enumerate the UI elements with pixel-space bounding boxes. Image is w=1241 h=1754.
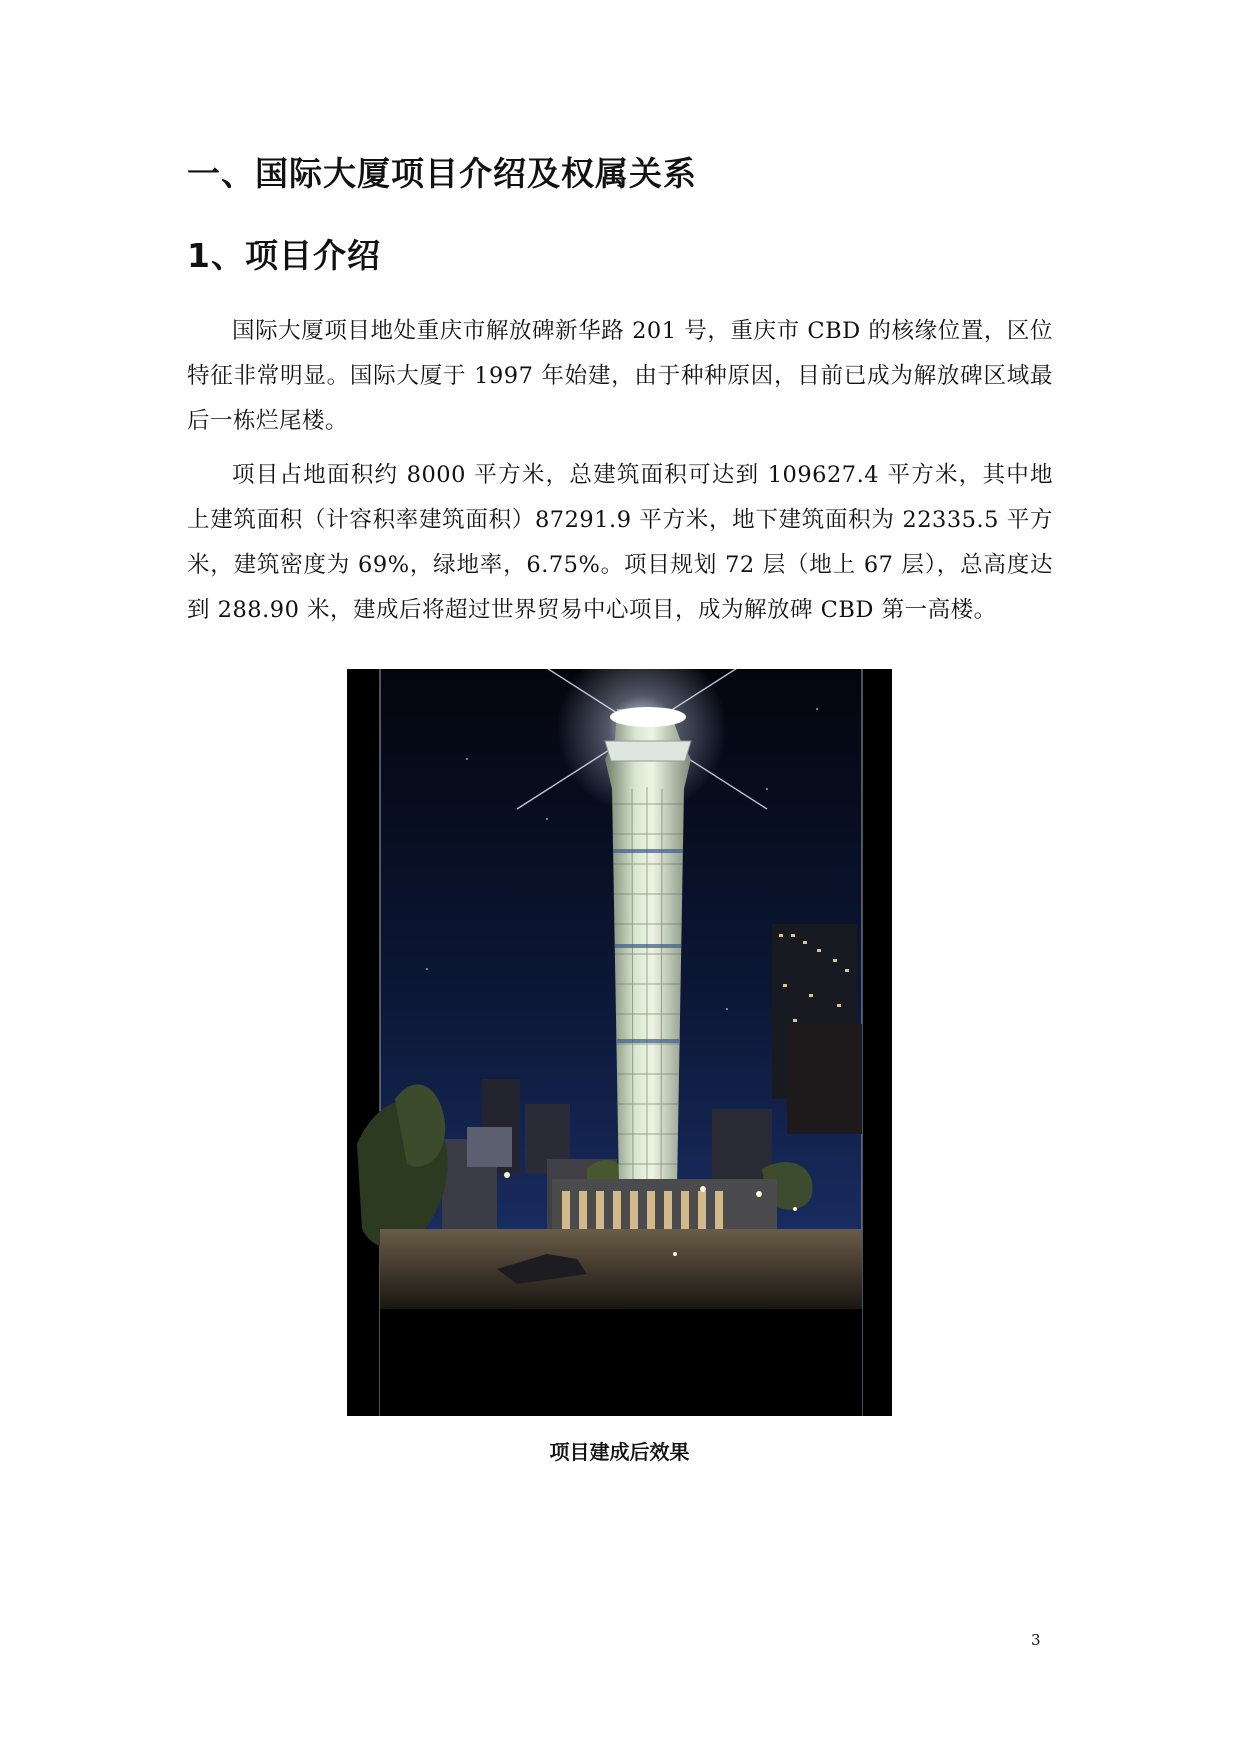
page-number: 3 bbox=[1031, 1631, 1041, 1649]
figure-caption: 项目建成后效果 bbox=[549, 1440, 690, 1464]
subsection-title: 1、项目介绍 bbox=[187, 236, 381, 275]
paragraph-2: 项目占地面积约 8000 平方米，总建筑面积可达到 109627.4 平方米，其中地上建筑面积（计容积率建筑面积）87291.9 平方米，地下建筑面积为 22335.5 平方米，建筑密度为 69%，绿地率，6.75%。项目规划 72 层（地上 67 层），总高度达到 288.90 米，建成后将超过世界贸易中心项目，成为解放碑 CBD 第一高楼。 bbox=[187, 462, 1053, 623]
paragraph-1: 国际大厦项目地处重庆市解放碑新华路 201 号，重庆市 CBD 的核缘位置，区位特征非常明显。国际大厦于 1997 年始建，由于种种原因，目前已成为解放碑区域最后一栋烂尾楼。 bbox=[187, 318, 1053, 434]
section-title: 一、国际大厦项目介绍及权属关系 bbox=[187, 154, 697, 193]
building-rendering-image bbox=[347, 669, 892, 1416]
